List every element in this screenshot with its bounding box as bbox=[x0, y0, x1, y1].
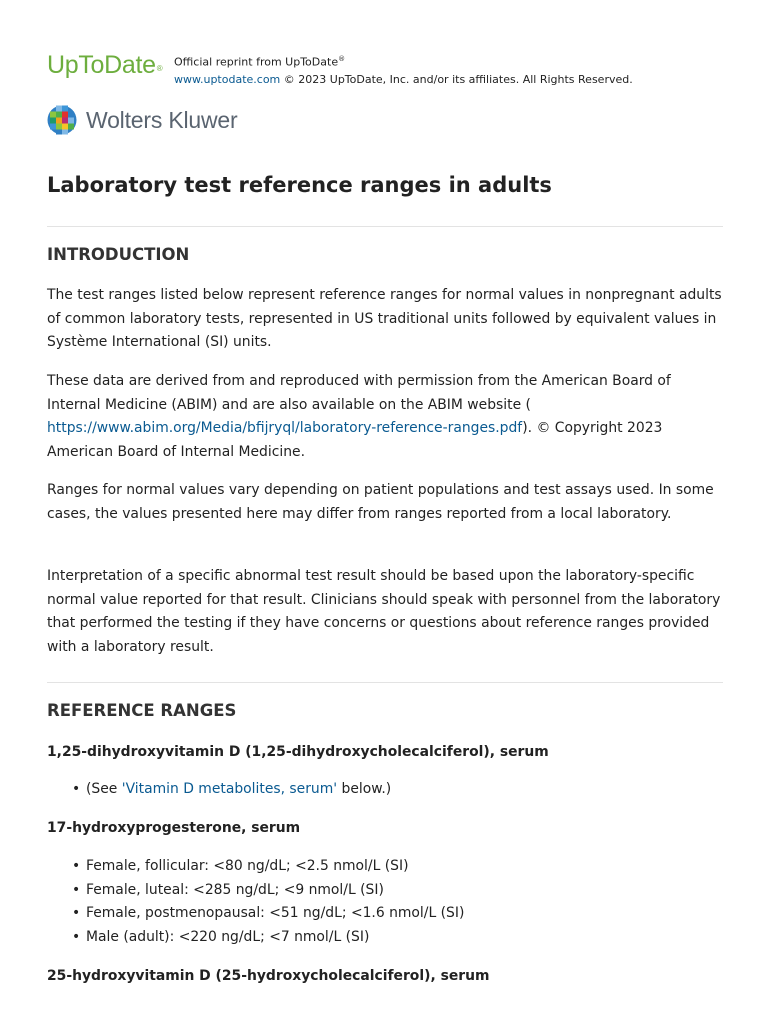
list-item: • Female, postmenopausal: <51 ng/dL; <1.6 nmol/L (SI) bbox=[70, 902, 464, 926]
divider bbox=[47, 226, 723, 227]
test-name: 1,25-dihydroxyvitamin D (1,25-dihydroxycholecalciferol), serum bbox=[47, 744, 549, 760]
list-item bbox=[70, 778, 391, 802]
divider bbox=[47, 682, 723, 683]
uptodate-logo-text: UpToDate bbox=[47, 51, 156, 79]
uptodate-logo bbox=[47, 50, 162, 80]
test-values-list bbox=[70, 855, 464, 949]
copyright-text: © 2023 UpToDate, Inc. and/or its affiliates. All Rights Reserved. bbox=[280, 72, 633, 86]
copyright-line bbox=[174, 71, 633, 88]
test-name: 25-hydroxyvitamin D (25-hydroxycholecalciferol), serum bbox=[47, 968, 490, 984]
abim-reference-link[interactable]: https://www.abim.org/Media/bfijryql/laboratory-reference-ranges.pdf bbox=[47, 420, 523, 436]
page-title: Laboratory test reference ranges in adults bbox=[47, 173, 552, 197]
intro-paragraph-3: Ranges for normal values vary depending on patient populations and test assays used. In some cases, the values presented here may differ from ranges reported from a local laboratory. bbox=[47, 482, 714, 522]
see-prefix: (See bbox=[86, 781, 122, 797]
intro-paragraph-2-tail: ). © Copyright 2023 American Board of Internal Medicine. bbox=[47, 420, 663, 460]
uptodate-site-link[interactable]: www.uptodate.com bbox=[174, 72, 281, 86]
vitamin-d-metabolites-link[interactable]: 'Vitamin D metabolites, serum' bbox=[121, 781, 338, 797]
reprint-text: Official reprint from UpToDate bbox=[174, 55, 339, 69]
list-item: • Male (adult): <220 ng/dL; <7 nmol/L (SI) bbox=[70, 926, 464, 950]
list-item: • Female, follicular: <80 ng/dL; <2.5 nmol/L (SI) bbox=[70, 855, 464, 879]
reprint-line bbox=[174, 51, 633, 71]
reprint-header bbox=[47, 50, 727, 90]
publisher-name: Wolters Kluwer bbox=[86, 107, 238, 133]
reprint-registered-mark: ® bbox=[338, 55, 346, 63]
list-item: • Female, luteal: <285 ng/dL; <9 nmol/L (SI) bbox=[70, 879, 464, 903]
wolters-kluwer-logo-icon bbox=[47, 105, 77, 135]
see-suffix: below.) bbox=[337, 781, 392, 797]
reference-ranges-heading: REFERENCE RANGES bbox=[47, 701, 237, 720]
registered-mark: ® bbox=[156, 64, 163, 73]
test-name: 17-hydroxyprogesterone, serum bbox=[47, 820, 301, 836]
test-values-list bbox=[70, 778, 391, 802]
intro-paragraph-2 bbox=[47, 370, 727, 464]
reprint-notice bbox=[174, 51, 633, 88]
introduction-heading: INTRODUCTION bbox=[47, 245, 190, 264]
intro-paragraph-4: Interpretation of a specific abnormal test result should be based upon the laboratory-specific normal value reported for that result. Clinicians should speak with personnel from the laboratory that performed the testing if they have concerns or questions about reference ranges provided with a laboratory result. bbox=[47, 568, 721, 655]
intro-paragraph-2-text: These data are derived from and reproduced with permission from the American Board of Internal Medicine (ABIM) and are also available on the ABIM website ( bbox=[47, 373, 671, 413]
publisher-logo bbox=[47, 104, 267, 136]
intro-paragraph-1: The test ranges listed below represent reference ranges for normal values in nonpregnant adults of common laboratory tests, represented in US traditional units followed by equivalent values in Système International (SI) units. bbox=[47, 287, 722, 350]
